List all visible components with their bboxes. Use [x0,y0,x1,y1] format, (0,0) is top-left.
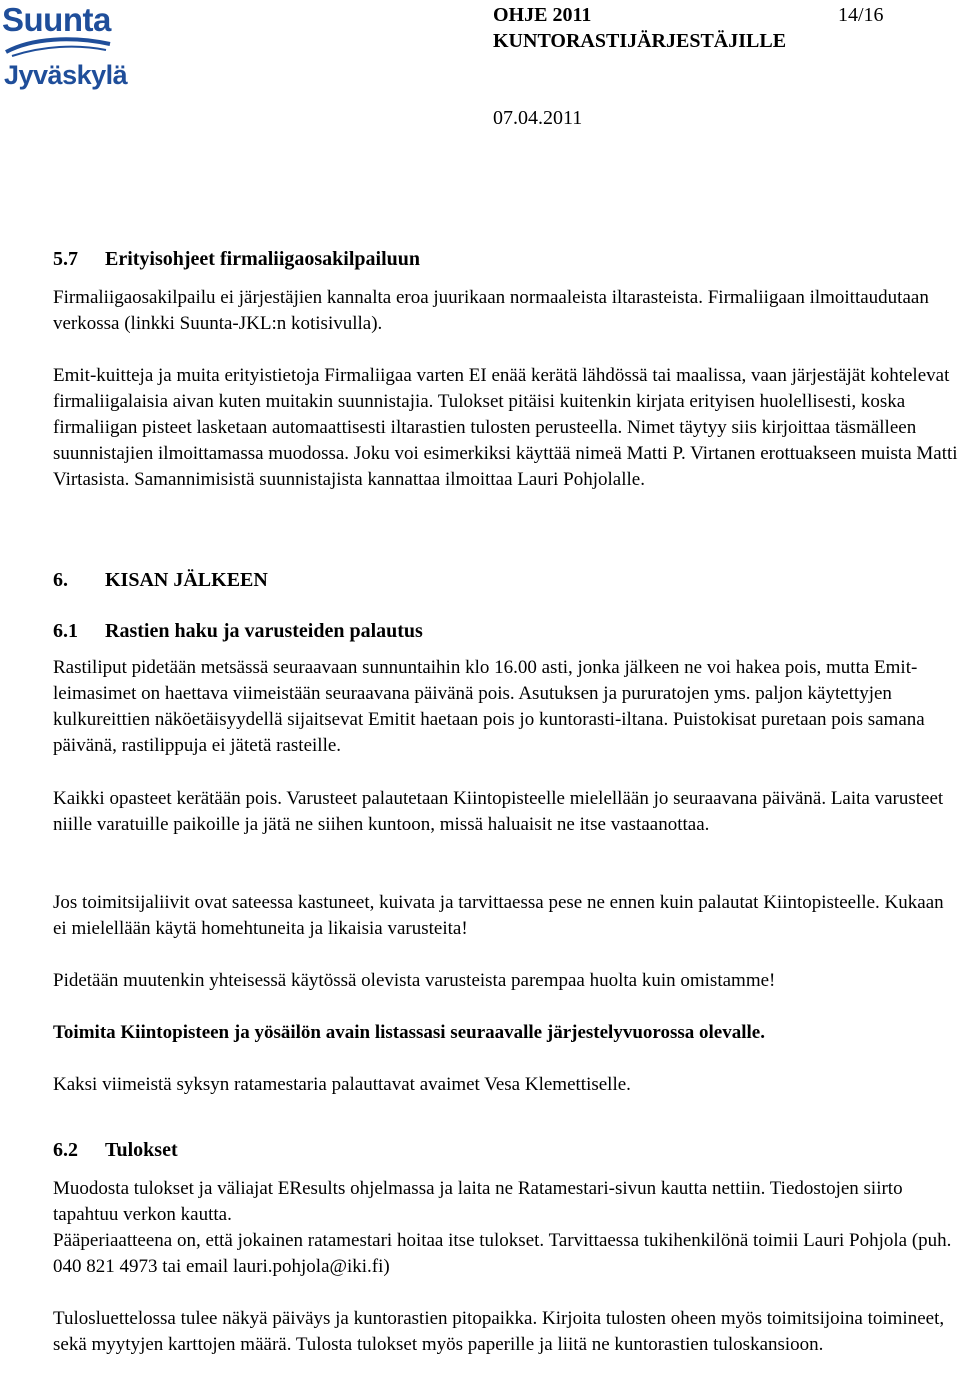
section-number: 6.2 [53,1139,78,1161]
logo-swoosh-icon [2,34,114,60]
paragraph-avain-ohje: Toimita Kiintopisteen ja yösäilön avain listassasi seuraavalle järjestelyvuorossa olevalle. [53,1022,765,1043]
section-title: Rastien haku ja varusteiden palautus [105,620,423,642]
paragraph-toimitsijaliivit: Jos toimitsijaliivit ovat sateessa kastuneet, kuivata ja tarvittaessa pese ne ennen kuin palautat Kiintopisteelle. Kukaan ei mielellään käytä homehtuneita ja likaisia varusteita! [53,892,944,939]
paragraph-varusteet-huolta: Pidetään muutenkin yhteisessä käytössä olevista varusteista parempaa huolta kuin omistamme! [53,970,776,991]
paragraph-tukihenkilo: Pääperiaatteena on, että jokainen ratamestari hoitaa itse tulokset. Tarvittaessa tukihenkilönä toimii Lauri Pohjola (puh. 040 821 4973 tai email lauri.pohjola@iki.fi) [53,1230,952,1277]
paragraph-emit-info: Emit-kuitteja ja muita erityistietoja Firmaliigaa varten EI enää kerätä lähdössä tai maalissa, vaan järjestäjät kohtelevat firmaliigalaisia aivan kuten muitakin suunnistajia. Tulokset pitäisi kuitenkin kirjata erityisen huolellisesti, koska firmaliigan pisteet lasketaan automaattisesti iltarastien tulosten perusteella. Nimet täytyy siis kirjoittaa täsmälleen suunnistajien ilmoittamassa muodossa. Joku voi esimerkiksi käyttää nimeä Matti P. Virtanen erottuakseen muista Matti Virtasista. Samannimisistä suunnistajista kannattaa ilmoittaa Lauri Pohjolalle. [53,365,958,490]
section-heading-6-1 [53,618,423,644]
paragraph-rastiliput: Rastiliput pidetään metsässä seuraavaan sunnuntaihin klo 16.00 asti, jonka jälkeen ne voi hakea pois, mutta Emit-leimasimet on haettava viimeistään seuraavana päivänä pois. Asutuksen ja pururatojen yms. paljon käytettyjen kulkureittien näköetäisyydellä sijaitsevat Emitit haetaan pois jo kuntorasti-iltana. Puistokisat puretaan pois samana päivänä, rastilippuja ei jätetä rasteille. [53,657,925,756]
section-heading-6-2 [53,1137,178,1163]
section-heading-6 [53,567,268,593]
document-title: OHJE 2011 [493,4,592,26]
document-audience: KUNTORASTIJÄRJESTÄJILLE [493,30,787,52]
document-date: 07.04.2011 [493,107,583,129]
section-title: KISAN JÄLKEEN [105,569,268,591]
section-heading-5-7 [53,246,420,272]
section-number: 6.1 [53,620,78,642]
logo-text-suunta: Suunta [2,1,111,38]
club-logo [2,1,128,112]
paragraph-tulokset-eresults: Muodosta tulokset ja väliajat EResults ohjelmassa ja laita ne Ratamestari-sivun kautta nettiin. Tiedostojen siirto tapahtuu verkon kautta. [53,1178,903,1225]
paragraph-firmaliiga-intro: Firmaliigaosakilpailu ei järjestäjien kannalta eroa juurikaan normaaleista iltarasteista. Firmaliigaan ilmoittaudutaan verkossa (linkki Suunta-JKL:n kotisivulla). [53,287,929,334]
section-number: 5.7 [53,248,78,270]
paragraph-avaimet-palautus: Kaksi viimeistä syksyn ratamestaria palauttavat avaimet Vesa Klemettiselle. [53,1074,631,1095]
section-title: Erityisohjeet firmaliigaosakilpailuun [105,248,421,270]
page-number: 14/16 [838,4,884,26]
paragraph-tulosluettelo: Tulosluettelossa tulee näkyä päiväys ja kuntorastien pitopaikka. Kirjoita tulosten oheen myös toimitsijoina toimineet, sekä myytyjen karttojen määrä. Tulosta tulokset myös paperille ja liitä ne kuntorastien tuloskansioon. [53,1308,945,1355]
logo-text-jyvaskyla: Jyväskylä [4,60,128,90]
paragraph-opasteet: Kaikki opasteet kerätään pois. Varusteet palautetaan Kiintopisteelle mielellään jo seuraavana päivänä. Laita varusteet niille varatuille paikoille ja jätä ne siihen kuntoon, missä haluaisit ne itse vastaanottaa. [53,788,944,835]
section-number: 6. [53,569,68,591]
section-title: Tulokset [105,1139,178,1161]
